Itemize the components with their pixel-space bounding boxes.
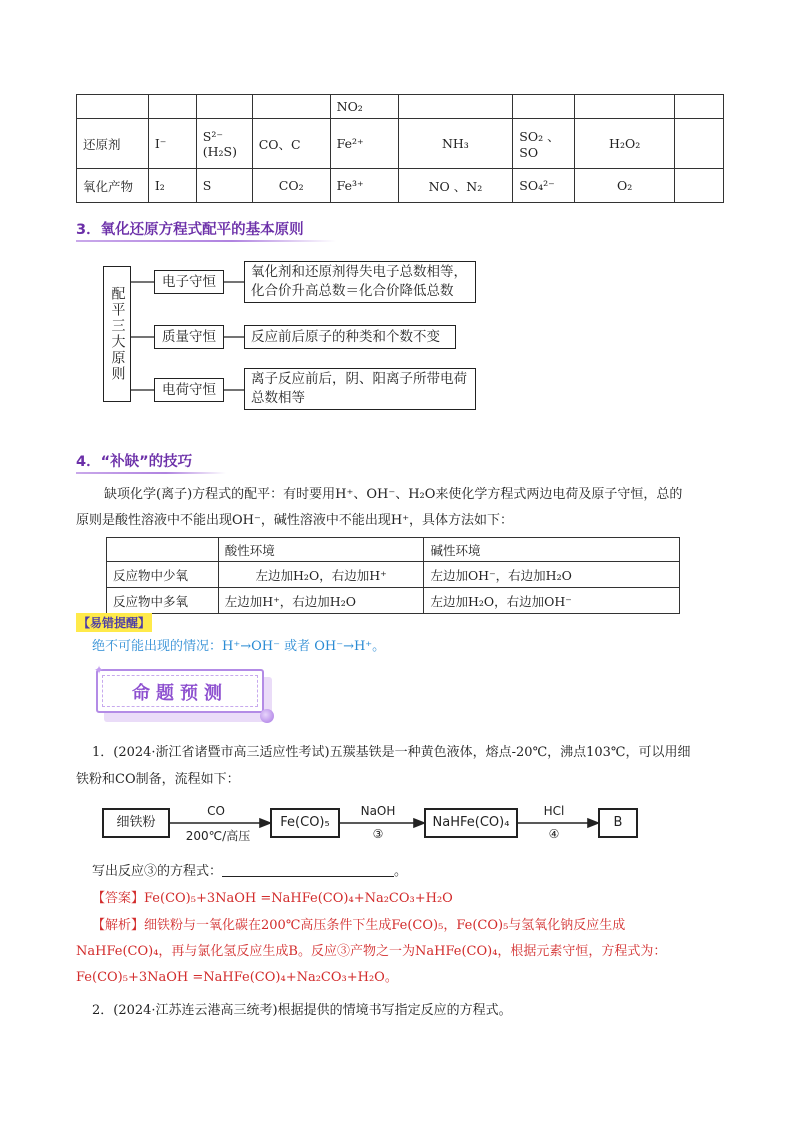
table-cell: 还原剂 xyxy=(77,119,149,169)
prompt-end: 。 xyxy=(394,864,408,879)
table-cell: 左边加H⁺，右边加H₂O xyxy=(218,588,424,614)
table-cell: I⁻ xyxy=(148,119,196,169)
table-cell: Fe³⁺ xyxy=(330,169,398,203)
question-1-line1: 1．(2024·浙江省诸暨市高三适应性考试)五羰基铁是一种黄色液体，熔点-20℃，沸点103℃，可以用细 xyxy=(92,745,691,760)
table-cell: NH₃ xyxy=(398,119,513,169)
section-4-paragraph-line1: 缺项化学(离子)方程式的配平：有时要用H⁺、OH⁻、H₂O来使化学方程式两边电荷及原子守恒，总的 xyxy=(104,487,683,502)
flow-box-text: 细铁粉 xyxy=(116,815,156,830)
table-cell: S xyxy=(196,169,252,203)
principle-name-text: 电荷守恒 xyxy=(162,382,216,398)
prompt-text: 写出反应③的方程式： xyxy=(92,864,223,879)
flow-box-text: B xyxy=(613,815,623,830)
table-cell: SO₄²⁻ xyxy=(513,169,575,203)
question-1-line2: 铁粉和CO制备，流程如下： xyxy=(76,772,240,787)
analysis-line3: Fe(CO)₅+3NaOH =NaHFe(CO)₄+Na₂CO₃+H₂O。 xyxy=(76,970,398,985)
table-cell: S²⁻ (H₂S) xyxy=(196,119,252,169)
arrow3-bottom-label: ④ xyxy=(548,827,560,841)
table-cell: 左边加H₂O，右边加OH⁻ xyxy=(424,588,680,614)
section-3-heading: 3．氧化还原方程式配平的基本原则 xyxy=(76,222,304,238)
flow-box-text: NaHFe(CO)₄ xyxy=(432,815,510,830)
principle-desc-text: 离子反应前后，阴、阳离子所带电荷总数相等 xyxy=(251,371,467,406)
banner-title: 命题预测 xyxy=(132,683,228,704)
principle-desc-text: 反应前后原子的种类和个数不变 xyxy=(251,329,440,345)
arrow1-top-label: CO xyxy=(207,804,225,818)
tip-text: 绝不可能出现的情况：H⁺→OH⁻ 或者 OH⁻→H⁺。 xyxy=(92,639,386,654)
tip-label: 【易错提醒】 xyxy=(76,613,152,632)
principle-name-text: 质量守恒 xyxy=(162,329,216,345)
table-header: 酸性环境 xyxy=(218,538,424,562)
principle-desc-text: 氧化剂和还原剂得失电子总数相等，化合价升高总数＝化合价降低总数 xyxy=(251,264,467,299)
table-cell: Fe²⁺ xyxy=(330,119,398,169)
table-cell: SO₂ 、SO xyxy=(513,119,575,169)
question-1-prompt xyxy=(92,862,407,882)
analysis-line2: NaHFe(CO)₄，再与氯化氢反应生成B。反应③产物之一为NaHFe(CO)₄，根据元素守恒，方程式为： xyxy=(76,944,667,959)
arrow3-top-label: HCl xyxy=(543,804,565,818)
arrow2-bottom-label: ③ xyxy=(372,827,384,841)
table-cell: 氧化产物 xyxy=(77,169,149,203)
table-cell: NO 、N₂ xyxy=(398,169,513,203)
table-header: 碱性环境 xyxy=(424,538,680,562)
question-2-line1: 2．(2024·江苏连云港高三统考)根据提供的情境书写指定反应的方程式。 xyxy=(92,1003,512,1018)
table-cell: 左边加OH⁻，右边加H₂O xyxy=(424,562,680,588)
banner-sparkle-icon: ✦ xyxy=(94,663,105,677)
table-cell: CO、C xyxy=(252,119,330,169)
section-4-paragraph-line2: 原则是酸性溶液中不能出现OH⁻，碱性溶液中不能出现H⁺，具体方法如下： xyxy=(76,513,514,528)
answer-blank[interactable] xyxy=(222,863,394,877)
table-cell: 左边加H₂O，右边加H⁺ xyxy=(218,562,424,588)
principles-vertical-label: 配平三大原则 xyxy=(109,286,126,382)
table-cell: O₂ xyxy=(575,169,675,203)
section-4-heading: 4．“补缺”的技巧 xyxy=(76,454,193,470)
answer-line: 【答案】Fe(CO)₅+3NaOH =NaHFe(CO)₄+Na₂CO₃+H₂O xyxy=(92,891,453,906)
principle-name-text: 电子守恒 xyxy=(162,274,216,290)
analysis-line1: 【解析】细铁粉与一氧化碳在200℃高压条件下生成Fe(CO)₅，Fe(CO)₅与氢氧化钠反应生成 xyxy=(92,918,626,933)
table-cell: 反应物中多氧 xyxy=(107,588,219,614)
table-cell: 反应物中少氧 xyxy=(107,562,219,588)
arrow2-top-label: NaOH xyxy=(360,804,396,818)
table-cell: NO₂ xyxy=(330,95,398,119)
table-cell: CO₂ xyxy=(252,169,330,203)
arrow1-bottom-label: 200℃/高压 xyxy=(185,829,251,843)
table-cell: H₂O₂ xyxy=(575,119,675,169)
table-cell: I₂ xyxy=(148,169,196,203)
flow-box-text: Fe(CO)₅ xyxy=(280,815,330,830)
